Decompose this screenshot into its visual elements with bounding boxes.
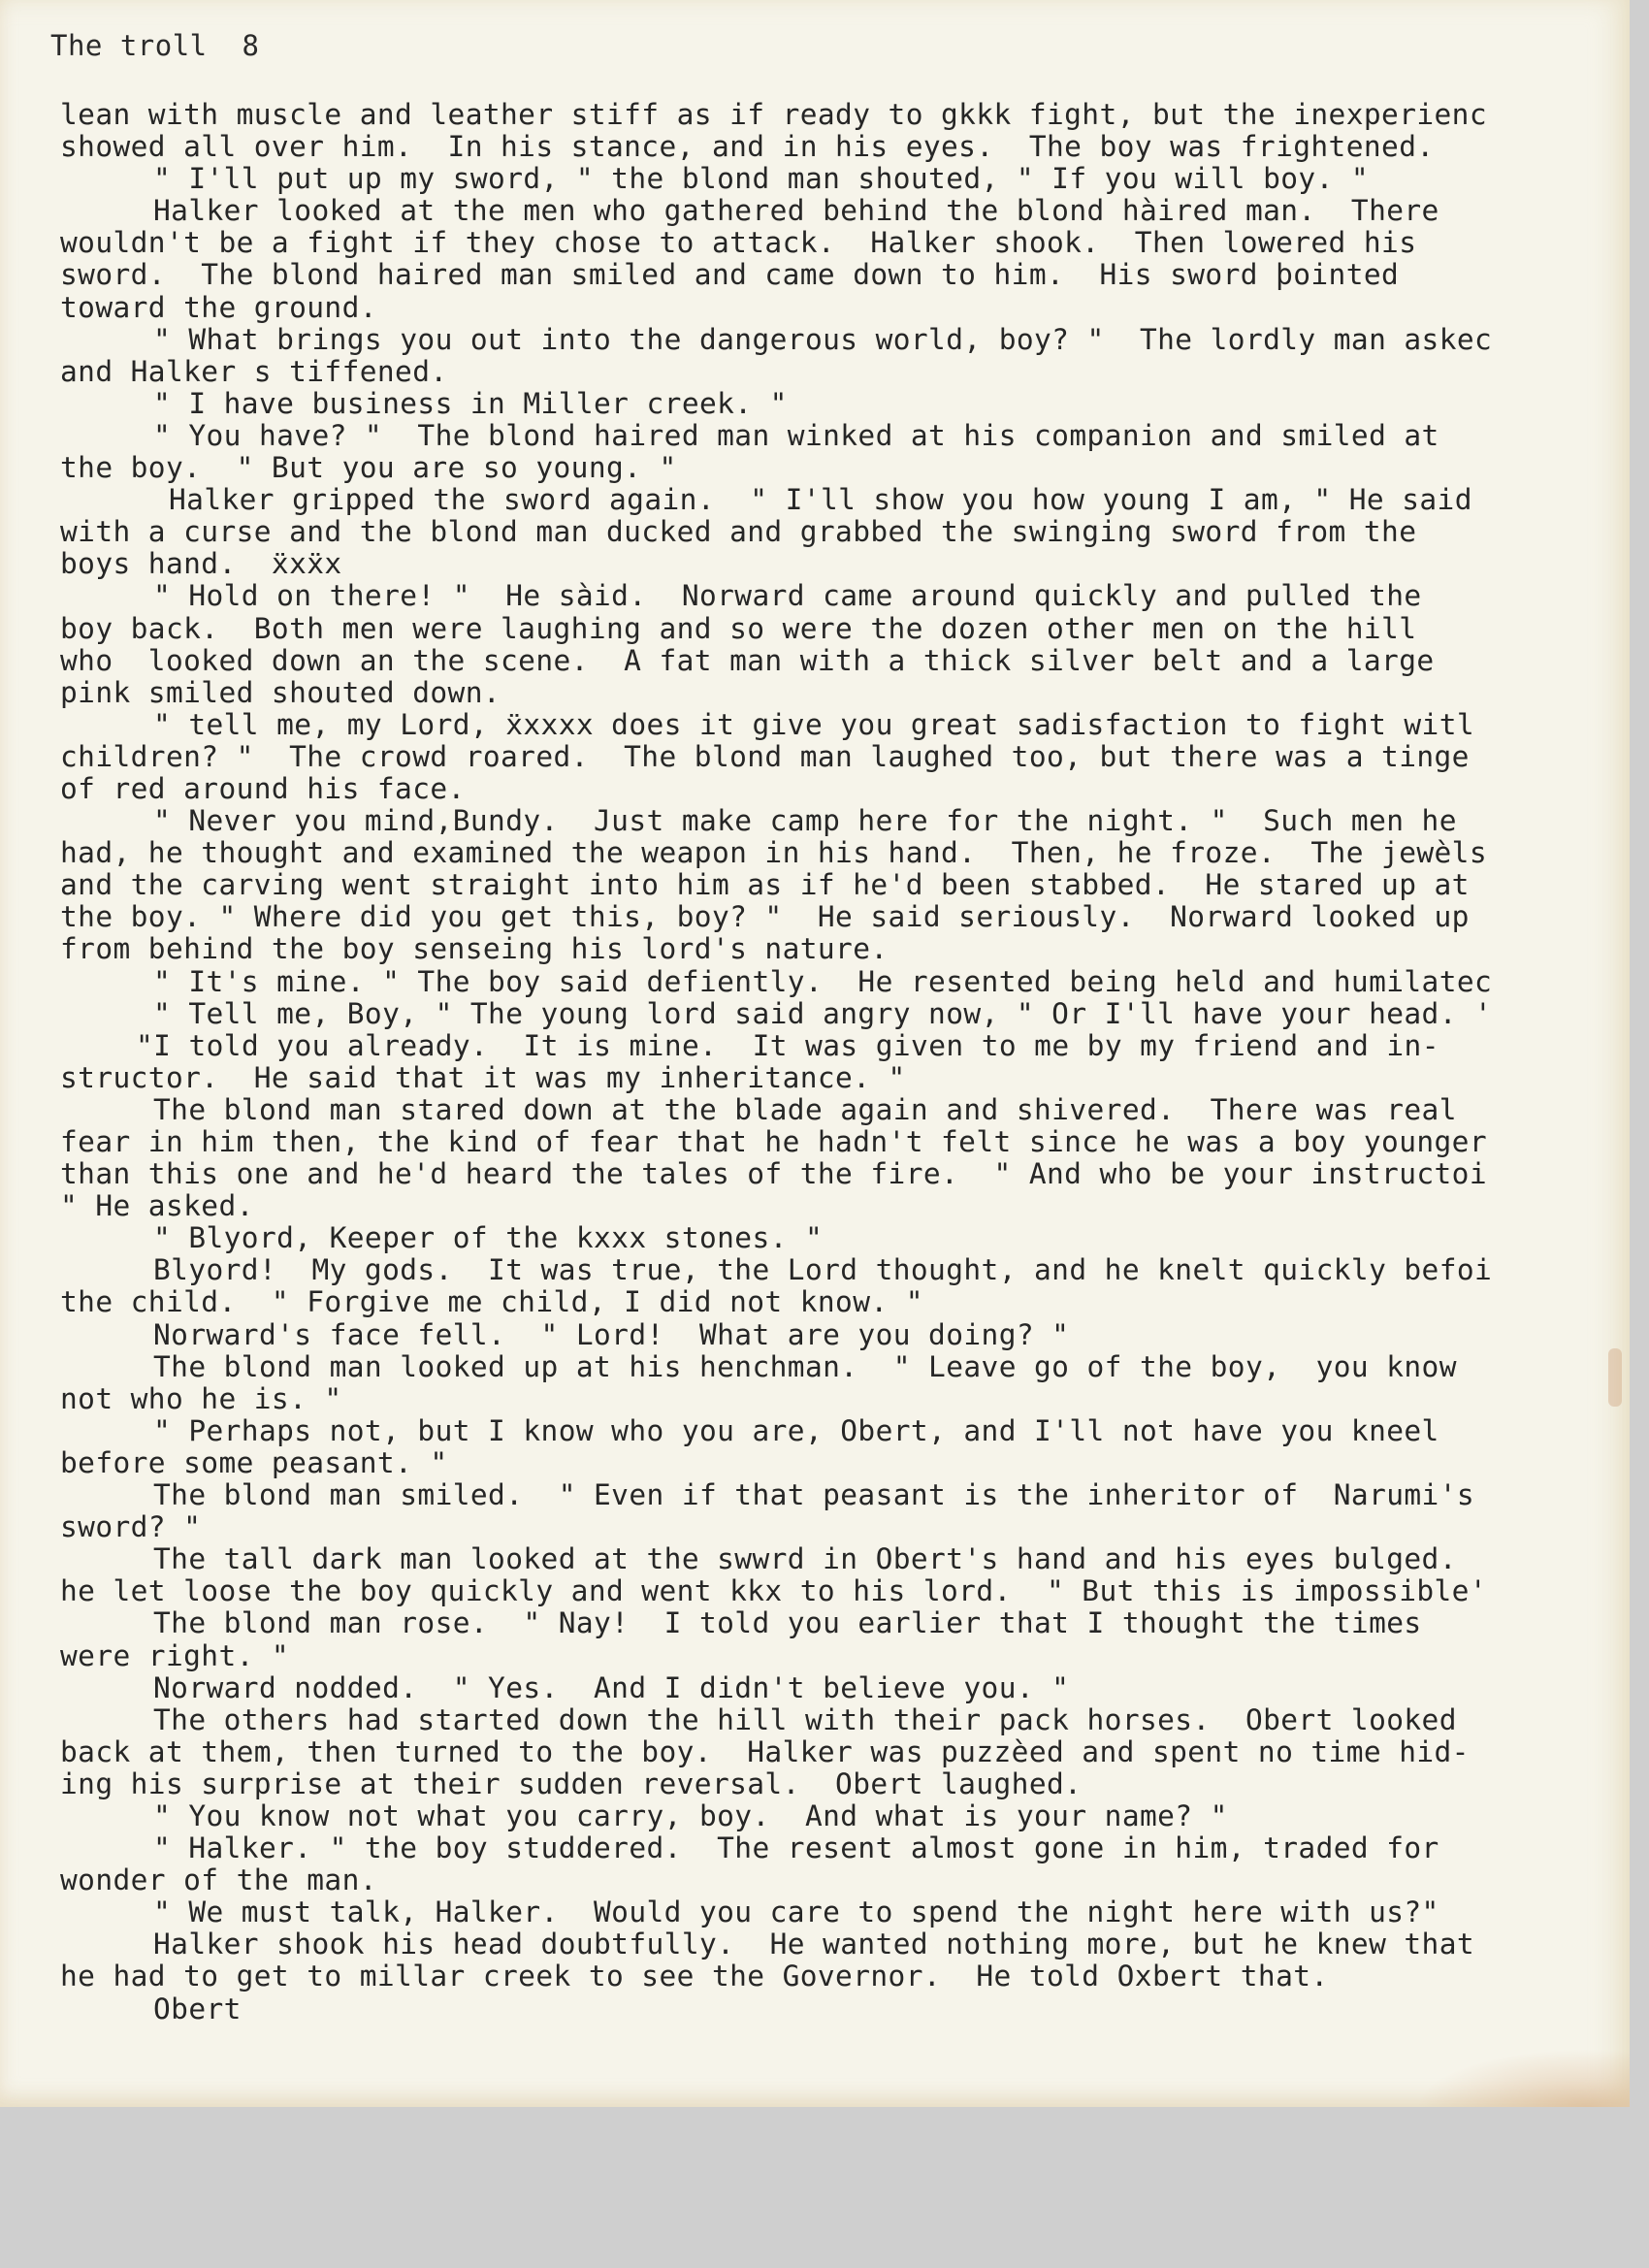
text-line: the child. " Forgive me child, I did not know. "	[60, 1286, 923, 1319]
manuscript-body	[0, 99, 1630, 2025]
text-line: " Blyord, Keeper of the kxxx stones. "	[153, 1222, 824, 1255]
text-line: " Halker. " the boy studdered. The resent almost gone in him, traded for	[153, 1832, 1439, 1865]
text-line: " What brings you out into the dangerous world, boy? " The lordly man askec	[153, 323, 1493, 356]
text-line: " I'll put up my sword, " the blond man shouted, " If you will boy. "	[153, 163, 1370, 196]
text-line: fear in him then, the kind of fear that he hadn't felt since he was a boy younger	[60, 1126, 1487, 1158]
text-line: " Hold on there! " He sàid. Norward came around quickly and pulled the	[153, 580, 1422, 613]
text-line: boys hand. ẍxẍx	[60, 548, 342, 581]
text-line: " tell me, my Lord, ẍxxxx does it give you great sadisfaction to fight witl	[153, 708, 1475, 741]
text-line: The blond man looked up at his henchman. " Leave go of the boy, you know	[153, 1350, 1457, 1383]
text-line: were right. "	[60, 1639, 290, 1672]
text-line: toward the ground.	[60, 291, 377, 324]
text-line: The blond man rose. " Nay! I told you earlier that I thought the times	[153, 1607, 1422, 1640]
text-line: " We must talk, Halker. Would you care to spend the night here with us?"	[153, 1896, 1439, 1929]
text-line: pink smiled shouted down.	[60, 676, 501, 709]
text-line: and Halker s tiffened.	[60, 355, 448, 388]
text-line: " You know not what you carry, boy. And what is your name? "	[153, 1799, 1228, 1832]
text-line: than this one and he'd heard the tales of the fire. " And who be your instructoi	[60, 1158, 1487, 1191]
text-line: The blond man stared down at the blade again and shivered. There was real	[153, 1093, 1457, 1126]
text-line: The blond man smiled. " Even if that peasant is the inheritor of Narumi's	[153, 1479, 1475, 1512]
text-line: sword. The blond haired man smiled and came down to him. His sword þointed	[60, 259, 1400, 292]
text-line: and the carving went straight into him as if he'd been stabbed. He stared up at	[60, 869, 1470, 902]
text-line: structor. He said that it was my inheritance. "	[60, 1061, 906, 1094]
text-line: wouldn't be a fight if they chose to attack. Halker shook. Then lowered his	[60, 227, 1417, 260]
text-line: Halker looked at the men who gathered behind the blond hàired man. There	[153, 195, 1439, 228]
text-line: wonder of the man.	[60, 1864, 377, 1897]
text-line: boy back. Both men were laughing and so were the dozen other men on the hill	[60, 612, 1417, 645]
text-line: of red around his face.	[60, 772, 466, 805]
text-line: Halker shook his head doubtfully. He wanted nothing more, but he knew that	[153, 1928, 1475, 1961]
text-line: had, he thought and examined the weapon in his hand. Then, he froze. The jewèls	[60, 837, 1487, 870]
text-line: ing his surprise at their sudden reversal. Obert laughed.	[60, 1767, 1083, 1800]
text-line: The others had started down the hill with their pack horses. Obert looked	[153, 1703, 1457, 1736]
text-line: " He asked.	[60, 1190, 254, 1223]
text-line: with a curse and the blond man ducked and grabbed the swinging sword from the	[60, 516, 1417, 549]
text-line: Norward's face fell. " Lord! What are you doing? "	[153, 1318, 1070, 1351]
text-line: " Tell me, Boy, " The young lord said angry now, " Or I'll have your head. '	[153, 997, 1493, 1030]
text-line: "I told you already. It is mine. It was given to me by my friend and in-	[136, 1029, 1439, 1062]
text-line: Blyord! My gods. It was true, the Lord thought, and he knelt quickly befoi	[153, 1254, 1493, 1287]
text-line: lean with muscle and leather stiff as if ready to gkkk fight, but the inexperienc	[60, 99, 1487, 131]
text-line: Obert	[153, 1993, 242, 2025]
text-line: back at them, then turned to the boy. Halker was puzzèed and spent no time hid-	[60, 1735, 1470, 1768]
text-line: Halker gripped the sword again. " I'll show you how young I am, " He said	[169, 484, 1472, 517]
text-line: showed all over him. In his stance, and in his eyes. The boy was frightened.	[60, 131, 1435, 164]
text-line: the boy. " But you are so young. "	[60, 452, 677, 485]
text-line: from behind the boy senseing his lord's nature.	[60, 933, 889, 966]
text-line: who looked down an the scene. A fat man with a thick silver belt and a large	[60, 644, 1435, 677]
text-line: Norward nodded. " Yes. And I didn't believe you. "	[153, 1671, 1070, 1704]
text-line: " It's mine. " The boy said defiently. He resented being held and humilatec	[153, 965, 1493, 998]
text-line: not who he is. "	[60, 1382, 342, 1415]
text-line: " Perhaps not, but I know who you are, Obert, and I'll not have you kneel	[153, 1414, 1439, 1447]
text-line: he let loose the boy quickly and went kkx to his lord. " But this is impossible'	[60, 1575, 1487, 1608]
text-line: before some peasant. "	[60, 1446, 448, 1479]
page-header: The troll 8	[50, 29, 260, 62]
text-line: the boy. " Where did you get this, boy? " He said seriously. Norward looked up	[60, 901, 1470, 934]
text-line: " You have? " The blond haired man winked at his companion and smiled at	[153, 419, 1439, 452]
text-line: sword? "	[60, 1511, 202, 1544]
text-line: children? " The crowd roared. The blond man laughed too, but there was a tinge	[60, 740, 1470, 773]
paper-stain	[1608, 1348, 1622, 1407]
text-line: " I have business in Miller creek. "	[153, 387, 788, 420]
text-line: The tall dark man looked at the swwrd in Obert's hand and his eyes bulged.	[153, 1543, 1457, 1576]
text-line: " Never you mind,Bundy. Just make camp here for the night. " Such men he	[153, 805, 1457, 838]
text-line: he had to get to millar creek to see the Governor. He told Oxbert that.	[60, 1960, 1329, 1993]
